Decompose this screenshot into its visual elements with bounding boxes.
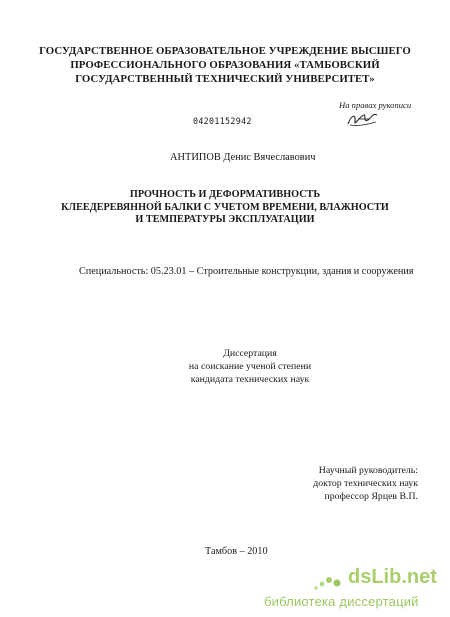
city-year: Тамбов – 2010 bbox=[205, 546, 268, 557]
title-line-1: ПРОЧНОСТЬ И ДЕФОРМАТИВНОСТЬ bbox=[129, 189, 321, 200]
title-line-3: И ТЕМПЕРАТУРЫ ЭКСПЛУАТАЦИИ bbox=[135, 214, 315, 225]
watermark-logo: dsLib.net bbox=[348, 566, 437, 588]
institution-line-1: ГОСУДАРСТВЕННОЕ ОБРАЗОВАТЕЛЬНОЕ УЧРЕЖДЕНИЕ ВЫСШЕГО bbox=[39, 45, 411, 57]
supervisor-line-3: профессор Ярцев В.П. bbox=[324, 491, 418, 503]
signature-stamp bbox=[346, 110, 380, 133]
degree-block bbox=[130, 347, 370, 386]
title-line-2: КЛЕЕДЕРЕВЯННОЙ БАЛКИ С УЧЕТОМ ВРЕМЕНИ, ВЛАЖНОСТИ bbox=[61, 201, 389, 213]
dissertation-title bbox=[0, 189, 450, 227]
degree-line-2: на соискание ученой степени bbox=[188, 361, 312, 372]
watermark-subtitle: библиотека диссертаций bbox=[264, 594, 419, 609]
degree-line-3: кандидата технических наук bbox=[190, 374, 310, 385]
institution-line-3: ГОСУДАРСТВЕННЫЙ ТЕХНИЧЕСКИЙ УНИВЕРСИТЕТ» bbox=[75, 73, 375, 85]
document-number: 04201152942 bbox=[193, 116, 252, 126]
supervisor-block bbox=[313, 464, 418, 504]
manuscript-rights-note: На правах рукописи bbox=[339, 100, 412, 110]
institution-header bbox=[0, 44, 450, 86]
specialty-line: Специальность: 05.23.01 – Строительные конструкции, здания и сооружения bbox=[79, 266, 414, 277]
author-name: АНТИПОВ Денис Вячеславович bbox=[170, 152, 316, 163]
institution-line-2: ПРОФЕССИОНАЛЬНОГО ОБРАЗОВАНИЯ «ТАМБОВСКИЙ bbox=[70, 59, 380, 71]
degree-line-1: Диссертация bbox=[223, 348, 277, 359]
supervisor-line-2: доктор технических наук bbox=[313, 478, 418, 490]
supervisor-line-1: Научный руководитель: bbox=[318, 465, 418, 476]
